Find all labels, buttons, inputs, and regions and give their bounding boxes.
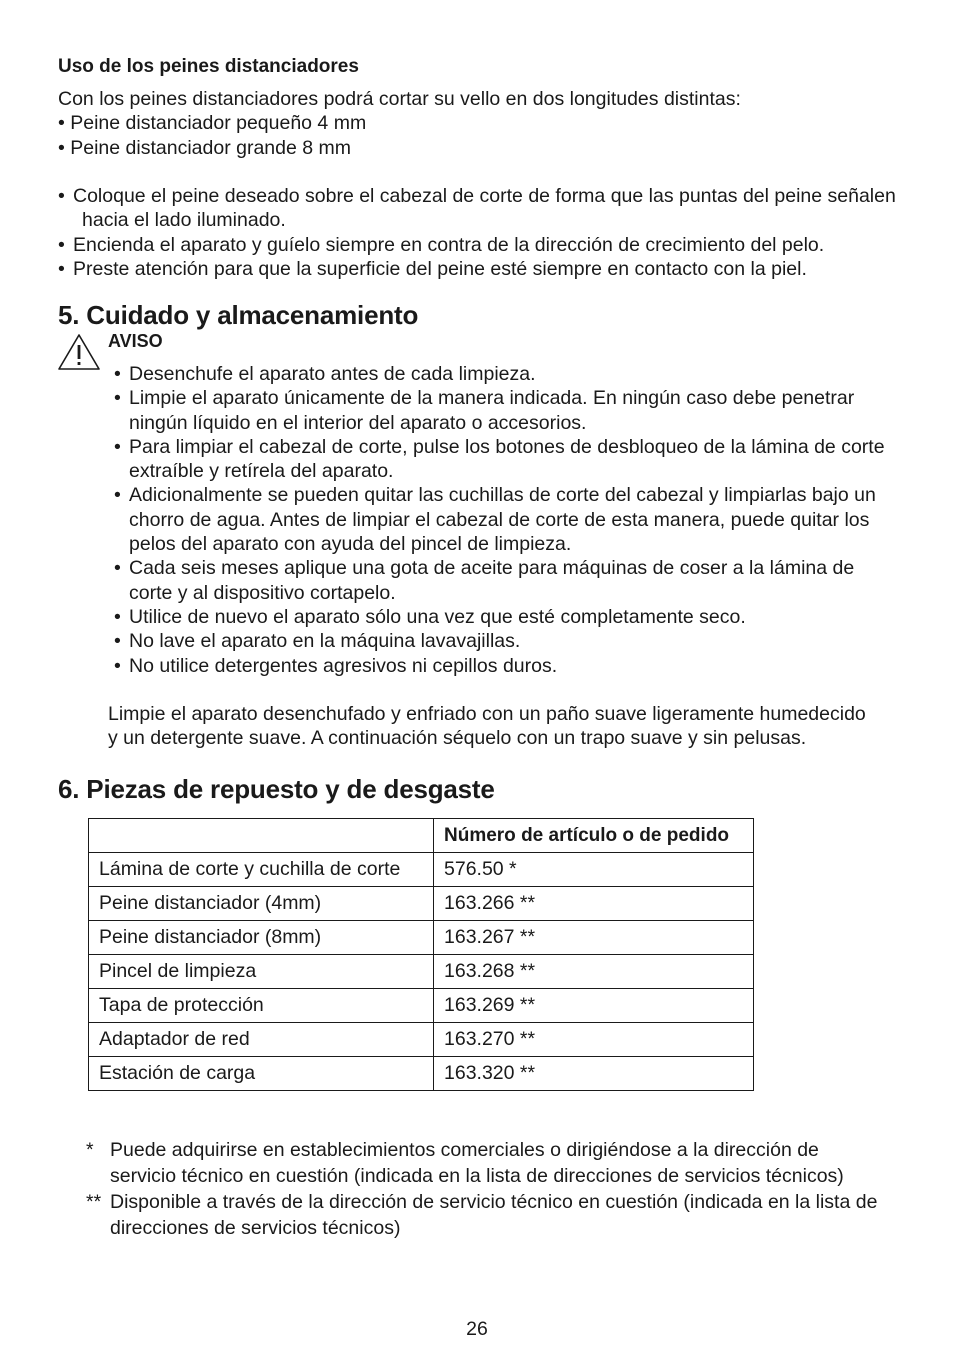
bullet-item: • Para limpiar el cabezal de corte, pulse los botones de desbloqueo de la lámina de corte extraíble y retírela del aparato. (114, 435, 885, 483)
bullet-item: • Adicionalmente se pueden quitar las cuchillas de corte del cabezal y limpiarlas bajo un chorro de agua. Antes de limpiar el cabezal de corte de esta manera, puede quitar los pelos del aparato con ayuda del pincel de limpieza. (114, 484, 876, 556)
article-number-cell: 163.270 ** (434, 1023, 754, 1057)
article-number-cell: 163.266 ** (434, 887, 754, 921)
article-number-cell: 163.269 ** (434, 989, 754, 1023)
bullet-item: • Limpie el aparato únicamente de la manera indicada. En ningún caso debe penetrar ningún líquido en el interior del aparato o accesorios. (114, 387, 855, 434)
article-number-cell: 163.267 ** (434, 921, 754, 955)
table-row (89, 887, 754, 921)
article-number-cell: 163.268 ** (434, 955, 754, 989)
part-name-cell: Peine distanciador (4mm) (89, 887, 434, 921)
warning-triangle-icon (57, 333, 101, 371)
footnote-double-asterisk: ** Disponible a través de la dirección de servicio técnico en cuestión (indicada en la lista de direcciones de servicios técnicos) (86, 1191, 878, 1239)
bullet-item: • No utilice detergentes agresivos ni cepillos duros. (114, 654, 558, 677)
bullet-item: • Preste atención para que la superficie del peine esté siempre en contacto con la piel. (58, 257, 807, 280)
bullet-item: • Coloque el peine deseado sobre el cabezal de corte de forma que las puntas del peine señalen hacia el lado iluminado. (58, 185, 896, 232)
table-header-row (89, 819, 754, 853)
table-row (89, 989, 754, 1023)
comb-item: • Peine distanciador grande 8 mm (58, 136, 351, 159)
intro-line: Con los peines distanciadores podrá cortar su vello en dos longitudes distintas: (58, 88, 741, 110)
bullet-item: • No lave el aparato en la máquina lavavajillas. (114, 630, 521, 653)
section-5-title: 5. Cuidado y almacenamiento (58, 300, 419, 330)
part-name-cell: Pincel de limpieza (89, 955, 434, 989)
part-name-cell: Adaptador de red (89, 1023, 434, 1057)
table-row (89, 853, 754, 887)
table-row (89, 1023, 754, 1057)
comb-item: • Peine distanciador pequeño 4 mm (58, 112, 367, 135)
bullet-item: • Cada seis meses aplique una gota de aceite para máquinas de coser a la lámina de corte y al dispositivo cortapelo. (114, 557, 855, 604)
part-name-cell: Tapa de protección (89, 989, 434, 1023)
part-name-cell: Estación de carga (89, 1057, 434, 1091)
footnote-single-asterisk: * Puede adquirirse en establecimientos comerciales o dirigiéndose a la dirección de servicio técnico en cuestión (indicada en la lista de direcciones de servicios técnicos) (86, 1139, 844, 1187)
comb-usage-intro (58, 87, 741, 160)
section-6-title: 6. Piezas de repuesto y de desgaste (58, 774, 495, 804)
article-number-cell: 576.50 * (434, 853, 754, 887)
table-row (89, 921, 754, 955)
table-row (89, 955, 754, 989)
part-name-cell: Lámina de corte y cuchilla de corte (89, 853, 434, 887)
footnote-mark: * (86, 1139, 94, 1161)
table-row (89, 1057, 754, 1091)
header-cell-article-number: Número de artículo o de pedido (434, 819, 754, 853)
spare-parts-table (88, 818, 754, 1091)
footnote-mark: ** (86, 1191, 102, 1213)
bullet-item: • Utilice de nuevo el aparato sólo una vez que esté completamente seco. (114, 605, 746, 628)
cleaning-closing-paragraph: Limpie el aparato desenchufado y enfriado con un paño suave ligeramente humedecido y un detergente suave. A continuación séquelo con un trapo suave y sin pelusas. (108, 703, 866, 750)
page-number: 26 (466, 1318, 488, 1340)
comb-usage-steps (58, 184, 896, 281)
comb-usage-heading: Uso de los peines distanciadores (58, 56, 359, 77)
header-cell-part (89, 819, 434, 853)
article-number-cell: 163.320 ** (434, 1057, 754, 1091)
bullet-item: • Desenchufe el aparato antes de cada limpieza. (114, 363, 536, 385)
warning-label: AVISO (108, 331, 163, 351)
care-instructions-list (114, 362, 885, 678)
part-name-cell: Peine distanciador (8mm) (89, 921, 434, 955)
bullet-item: • Encienda el aparato y guíelo siempre en contra de la dirección de crecimiento del pelo. (58, 233, 825, 256)
